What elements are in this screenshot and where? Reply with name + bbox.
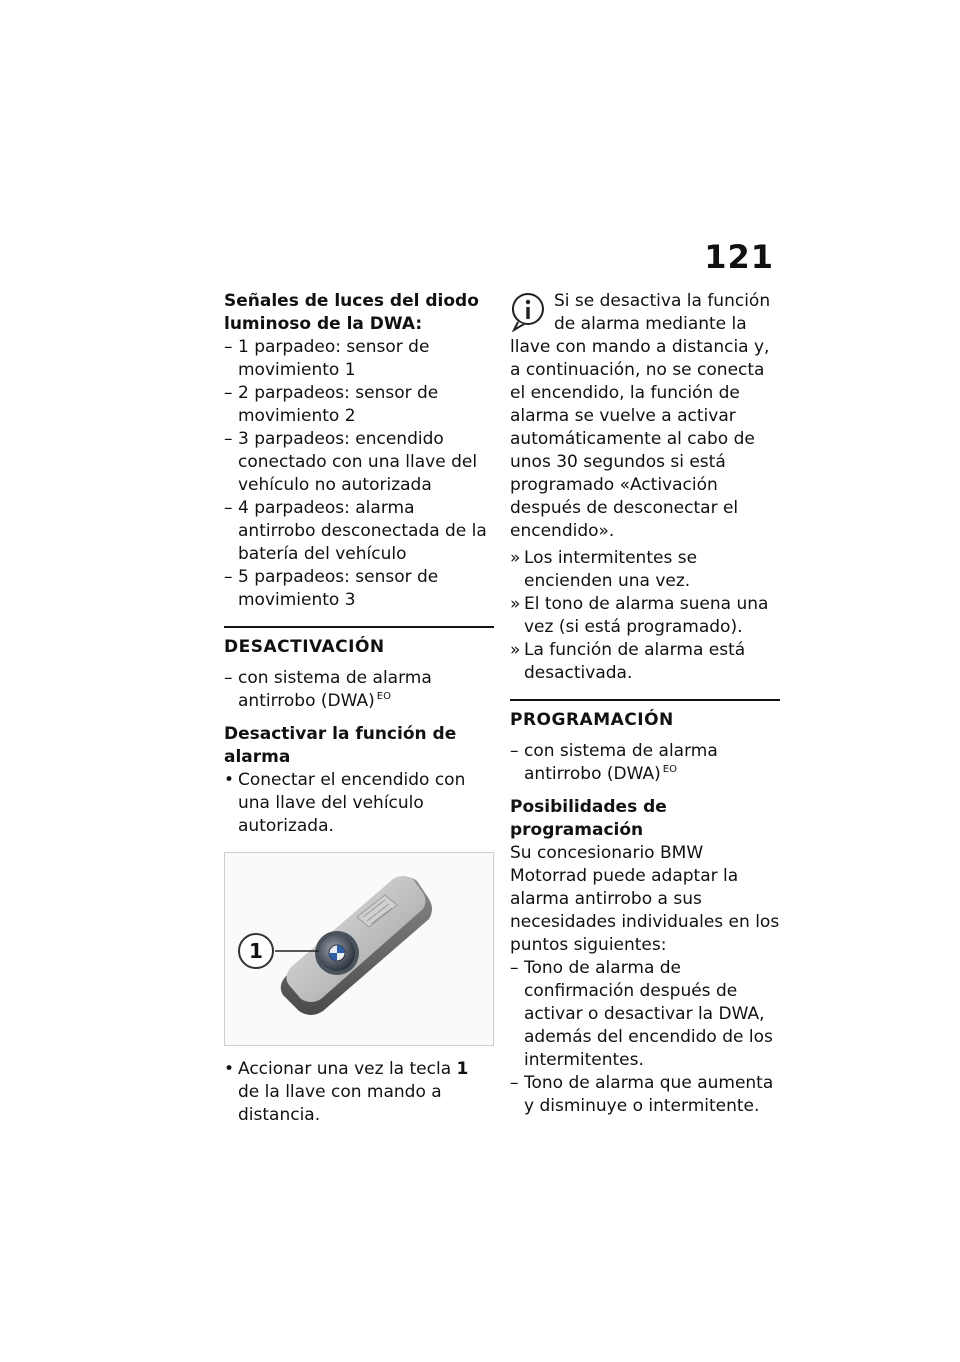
page-number: 121: [704, 238, 774, 276]
right-column: [510, 290, 780, 1118]
info-note: [510, 290, 780, 543]
option-item: – Tono de alarma que aumenta y disminuye o intermitente.: [510, 1072, 780, 1118]
condition-line: [510, 740, 780, 786]
remote-key-illustration: [225, 853, 493, 1045]
left-column: [224, 290, 494, 1127]
section-title-deactivation: DESACTIVACIÓN: [224, 637, 385, 657]
signal-item: – 3 parpadeos: encendido conectado con una llave del vehículo no autorizada: [224, 428, 494, 497]
condition-line: [224, 667, 494, 713]
signals-heading: Señales de luces del diodo luminoso de la DWA:: [224, 291, 479, 334]
step2-bold: 1: [456, 1059, 469, 1079]
step-item: • Conectar el encendido con una llave del vehículo autorizada.: [224, 769, 494, 838]
key-figure: [224, 852, 494, 1046]
info-icon: [510, 292, 546, 332]
result-item: » Los intermitentes se encienden una vez.: [510, 547, 780, 593]
option-item: – Tono de alarma de confirmación después de activar o desactivar la DWA, además del encendido de los intermitentes.: [510, 957, 780, 1072]
section-divider: [510, 699, 780, 701]
condition-sup: EO: [376, 691, 391, 703]
result-item: » La función de alarma está desactivada.: [510, 639, 780, 685]
signal-item: – 5 parpadeos: sensor de movimiento 3: [224, 566, 494, 612]
sub-heading-programming: Posibilidades de programación: [510, 797, 667, 840]
programming-body: Su concesionario BMW Motorrad puede adaptar la alarma antirrobo a sus necesidades individuales en los puntos siguientes:: [510, 843, 780, 955]
section-divider: [224, 626, 494, 628]
sub-heading-deactivate: Desactivar la función de alarma: [224, 724, 457, 767]
step2-pre: Accionar una vez la tecla: [238, 1059, 457, 1079]
signal-item: – 1 parpadeo: sensor de movimiento 1: [224, 336, 494, 382]
condition-sup: EO: [662, 764, 677, 776]
signal-item: – 2 parpadeos: sensor de movimiento 2: [224, 382, 494, 428]
note-text: Si se desactiva la función de alarma mediante la llave con mando a distancia y, a continuación, no se conecta el encendido, la función de alarma se vuelve a activar automáticamente al cabo de unos 30 segundos si está programado «Activación después de desconectar el encendido».: [510, 291, 771, 541]
result-item: » El tono de alarma suena una vez (si está programado).: [510, 593, 780, 639]
step-item: [224, 1058, 494, 1127]
condition-text: con sistema de alarma antirrobo (DWA): [238, 668, 432, 711]
condition-text: con sistema de alarma antirrobo (DWA): [524, 741, 718, 784]
figure-callout-label: 1: [249, 939, 263, 963]
step2-post: de la llave con mando a distancia.: [238, 1082, 442, 1125]
section-title-programming: PROGRAMACIÓN: [510, 710, 674, 730]
signal-item: – 4 parpadeos: alarma antirrobo desconectada de la batería del vehículo: [224, 497, 494, 566]
